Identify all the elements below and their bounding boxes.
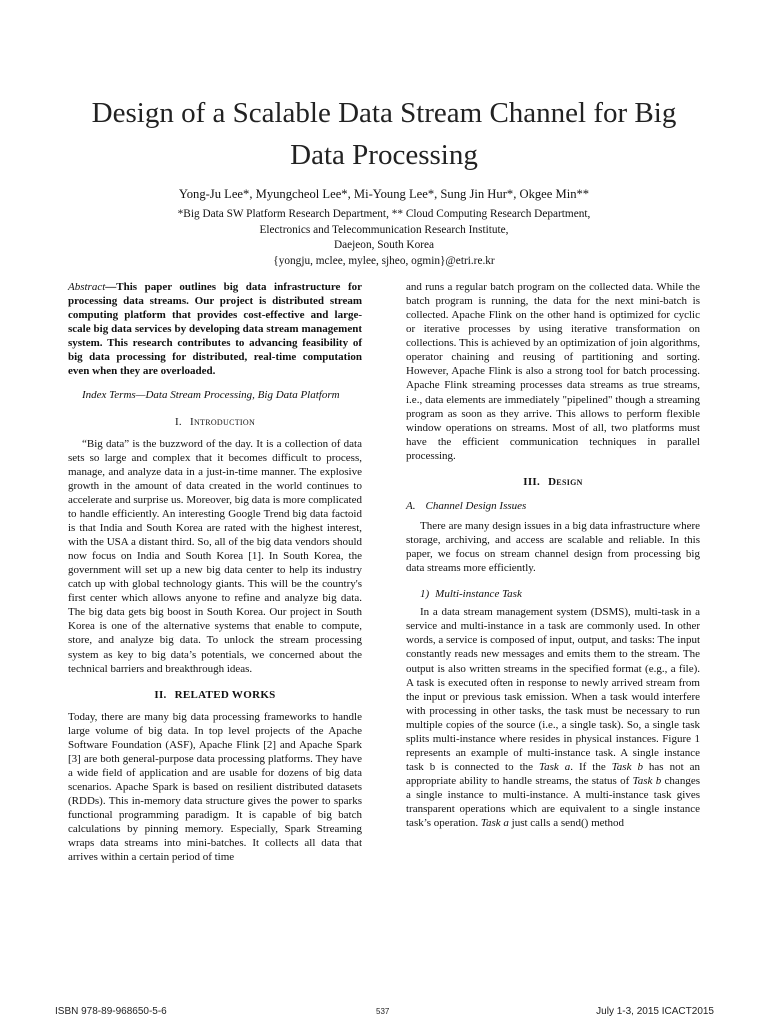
section-heading-related-works bbox=[68, 688, 362, 702]
task-a-term: Task a bbox=[480, 817, 509, 830]
affiliation-line-3: Daejeon, South Korea bbox=[333, 239, 435, 252]
index-terms: Index Terms—Data Stream Processing, Big Data Platform bbox=[82, 389, 340, 402]
task-b-term: Task b bbox=[611, 760, 643, 773]
abstract-text: —This paper outlines big data infrastructure for processing data streams. Our project is distributed stream computing platform that provides cost-effective and large-scale big data services by developing data stream management system. This research contributes to advancing feasibility of big data processing for distributed, real-time computation even when they are overloaded. bbox=[68, 281, 362, 378]
text-run: just calls a send() method bbox=[508, 817, 625, 830]
section-number: II. bbox=[154, 688, 167, 701]
task-b-term: Task b bbox=[632, 775, 662, 787]
paper-title-line-1: Design of a Scalable Data Stream Channel for Big bbox=[91, 97, 677, 129]
section-heading-introduction bbox=[68, 415, 362, 429]
affiliation-line-1: *Big Data SW Platform Research Department, ** Cloud Computing Research Department, bbox=[177, 208, 591, 220]
subsection-heading-channel-design bbox=[406, 499, 700, 513]
footer-isbn: ISBN 978-89-968650-5-6 bbox=[55, 1006, 167, 1017]
footer-page-number: 537 bbox=[376, 1007, 390, 1016]
text-run: In a data stream management system (DSMS), multi-task in a service and multi-instance in a task are commonly used. In other words, a service is composed of input, output, and tasks: The input constantly reads new messages and emits them to the stream. The output is also written streams in the specified format (e.g., a file). A task is executed often in response to newly arrived stream from the input or previous task emission. When a task would interfere with processing in other tasks, the task must be necessary to run multiple copies of the source (i.e., a single task). So, a single task splits multi-instance where resides in physical instances. Figure 1 represents an example of multi-instance task. A single instance task b is connected to the bbox=[406, 606, 700, 773]
subsection-title: Channel Design Issues bbox=[425, 499, 527, 512]
affiliation-emails: {yongju, mclee, mylee, sjheo, ogmin}@etri.re.kr bbox=[273, 254, 495, 267]
left-column bbox=[68, 280, 362, 864]
text-run: has not an appropriate ability to handle streams, the status of bbox=[406, 760, 700, 787]
text-run: changes a single instance to multi-instance. A multi-instance task gives transparent operations which are equivalent to a single instance task’s operation. bbox=[406, 775, 700, 830]
paper-title bbox=[40, 92, 728, 176]
section-number: I. bbox=[174, 415, 182, 428]
section-title: Design bbox=[548, 475, 583, 488]
author-list: Yong-Ju Lee*, Myungcheol Lee*, Mi-Young Lee*, Sung Jin Hur*, Okgee Min** bbox=[178, 187, 590, 201]
channel-design-paragraph: There are many design issues in a big data infrastructure where storage, archiving, and access are scalable and reliable. In this paper, we focus on stream channel design from processing big data streams more efficiently. bbox=[406, 519, 700, 575]
right-column bbox=[406, 280, 700, 830]
task-a-term: Task a bbox=[539, 760, 571, 773]
section-title: Introduction bbox=[189, 415, 256, 428]
related-works-paragraph-1: Today, there are many big data processing frameworks to handle large volume of big data. In top level projects of the Apache Software Foundation (ASF), Apache Flink [2] and Apache Spark [3] are both general-purpose data processing platforms. They have a wide field of application and are usable for dozens of big data scenarios. Apache Spark is based on resilient distributed datasets (RDDs). This in-memory data structure gives the power to sparks functional programming paradigm. It is capable of big batch calculations by pinning memory. Especially, Spark Streaming wraps data streams into mini-batches. It collects all data that arrives within a certain period of time bbox=[68, 710, 362, 864]
subsubsection-heading-multi-instance bbox=[420, 587, 700, 601]
abstract-label: Abstract bbox=[68, 281, 106, 293]
section-title: RELATED WORKS bbox=[174, 688, 276, 701]
paper-title-line-2: Data Processing bbox=[290, 139, 478, 171]
affiliation-line-2: Electronics and Telecommunication Research Institute, bbox=[259, 223, 509, 236]
footer-conference: July 1-3, 2015 ICACT2015 bbox=[596, 1006, 714, 1017]
section-number: III. bbox=[523, 475, 541, 488]
subsection-number: A. bbox=[406, 499, 416, 512]
text-run: . If the bbox=[570, 760, 612, 773]
subsubsection-title: Multi-instance Task bbox=[435, 588, 522, 601]
abstract bbox=[68, 280, 362, 378]
subsubsection-number: 1) bbox=[420, 588, 430, 601]
related-works-paragraph-2: and runs a regular batch program on the collected data. While the batch program is running, the data for the next mini-batch is collected. Apache Flink on the other hand is optimized for cyclic or iterative processes by using iterative transformation on collections. This is achieved by an optimization of join algorithms, operator chaining and reusing of partitioning and sorting. However, Apache Flink is also a strong tool for batch processing. Apache Flink streaming processes data streams as true streams, i.e., data elements are immediately "pipelined" though a streaming program as soon as they arrive. This allows to perform flexible window operations on streams. Most of all, two platforms must have the efficient communication techniques in parallel processing. bbox=[406, 281, 700, 462]
section-heading-design bbox=[406, 475, 700, 489]
affiliation-block bbox=[40, 207, 728, 269]
multi-instance-paragraph bbox=[406, 605, 700, 830]
introduction-paragraph: “Big data” is the buzzword of the day. It is a collection of data sets so large and complex that it becomes difficult to process, manage, and analyze data in a just-in-time manner. The explosive growth in the amount of data created in the world continues to accelerate and surprise us. Moreover, big data is more complicated to handle efficiently. An interesting Google Trend big data factoid is that India and South Korea are rated with the highest interest, with the USA a distant third. So, all of the big data vendors should now focus on India and South Korea [1]. In South Korea, the government will set up a new big data center to help its industry catch up with global technology giants. This will be the country's first center which allows anyone to refine and analyze big data. The big data gets big boost in South Korea. Our project in South Korea is one of the alternative systems that enable to compute, store, and analyze big data. To unlock the stream processing system as key to big data’s potentials, we concerned about the technical barriers and breakthrough ideas. bbox=[68, 437, 362, 675]
